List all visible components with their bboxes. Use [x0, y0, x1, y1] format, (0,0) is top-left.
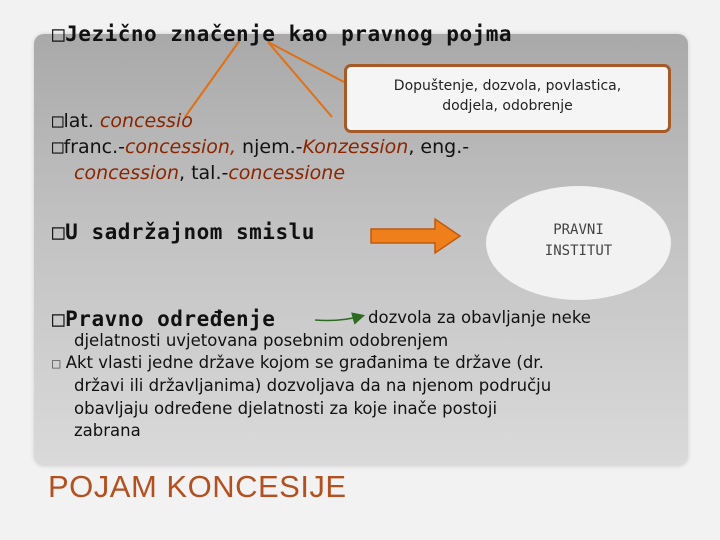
- akt-text-1: Akt vlasti jedne države kojom se građanima te države (dr.: [65, 353, 544, 372]
- right-arrow-icon: [371, 219, 460, 253]
- akt-line-4: zabrana: [74, 421, 141, 440]
- akt-line-3: obavljaju određene djelatnosti za koje inače postoji: [74, 399, 498, 418]
- franc-term: concession,: [124, 136, 237, 158]
- sadrzaj-line: [52, 220, 315, 244]
- bullet-icon: □: [52, 22, 66, 46]
- odredjenje-label: Pravno određenje: [65, 307, 276, 331]
- odredjenje-def-2: djelatnosti uvjetovana posebnim odobrenjem: [74, 331, 449, 350]
- heading-text: Jezično značenje kao pravnog pojma: [65, 22, 513, 46]
- tal-prefix: , tal.-: [179, 162, 229, 184]
- institut-line-1: PRAVNI: [553, 222, 604, 238]
- njem-prefix: njem.-: [236, 136, 303, 158]
- pointer-line-right-b: [268, 42, 344, 82]
- akt-line-2: državi ili državljanima) dozvoljava da na njenom području: [74, 376, 552, 395]
- pointer-line-right-a: [268, 42, 332, 117]
- franc-prefix: franc.-: [63, 136, 125, 158]
- bullet-icon: □: [52, 136, 64, 158]
- institut-line-2: INSTITUT: [544, 243, 613, 259]
- njem-term: Konzession: [302, 136, 409, 158]
- definition-callout: [344, 64, 671, 133]
- tal-term: concessione: [228, 162, 346, 184]
- heading-line: [52, 22, 512, 46]
- lat-term: concessio: [99, 110, 193, 132]
- callout-line-1: Dopuštenje, dozvola, povlastica,: [393, 78, 622, 94]
- sadrzaj-text: U sadržajnom smislu: [65, 220, 315, 244]
- franc-line-2: [74, 162, 345, 184]
- pointer-line-left: [185, 40, 240, 117]
- bullet-icon: □: [52, 307, 66, 331]
- eng-term: concession: [74, 162, 179, 184]
- pravni-institut-ellipse: [486, 186, 671, 300]
- connector-arrow: [315, 316, 362, 321]
- eng-prefix: , eng.-: [408, 136, 470, 158]
- lat-prefix: lat.: [63, 110, 100, 132]
- bullet-icon: □: [52, 220, 66, 244]
- slide-title: POJAM KONCESIJE: [48, 469, 347, 504]
- akt-line-1: [52, 353, 544, 372]
- bullet-icon: □: [52, 110, 64, 132]
- odredjenje-label-line: [52, 307, 275, 331]
- bullet-icon: □: [52, 356, 61, 372]
- odredjenje-def-1: dozvola za obavljanje neke: [368, 308, 591, 327]
- franc-line: [52, 136, 469, 158]
- callout-line-2: dodjela, odobrenje: [442, 98, 573, 114]
- lat-line: [52, 110, 193, 132]
